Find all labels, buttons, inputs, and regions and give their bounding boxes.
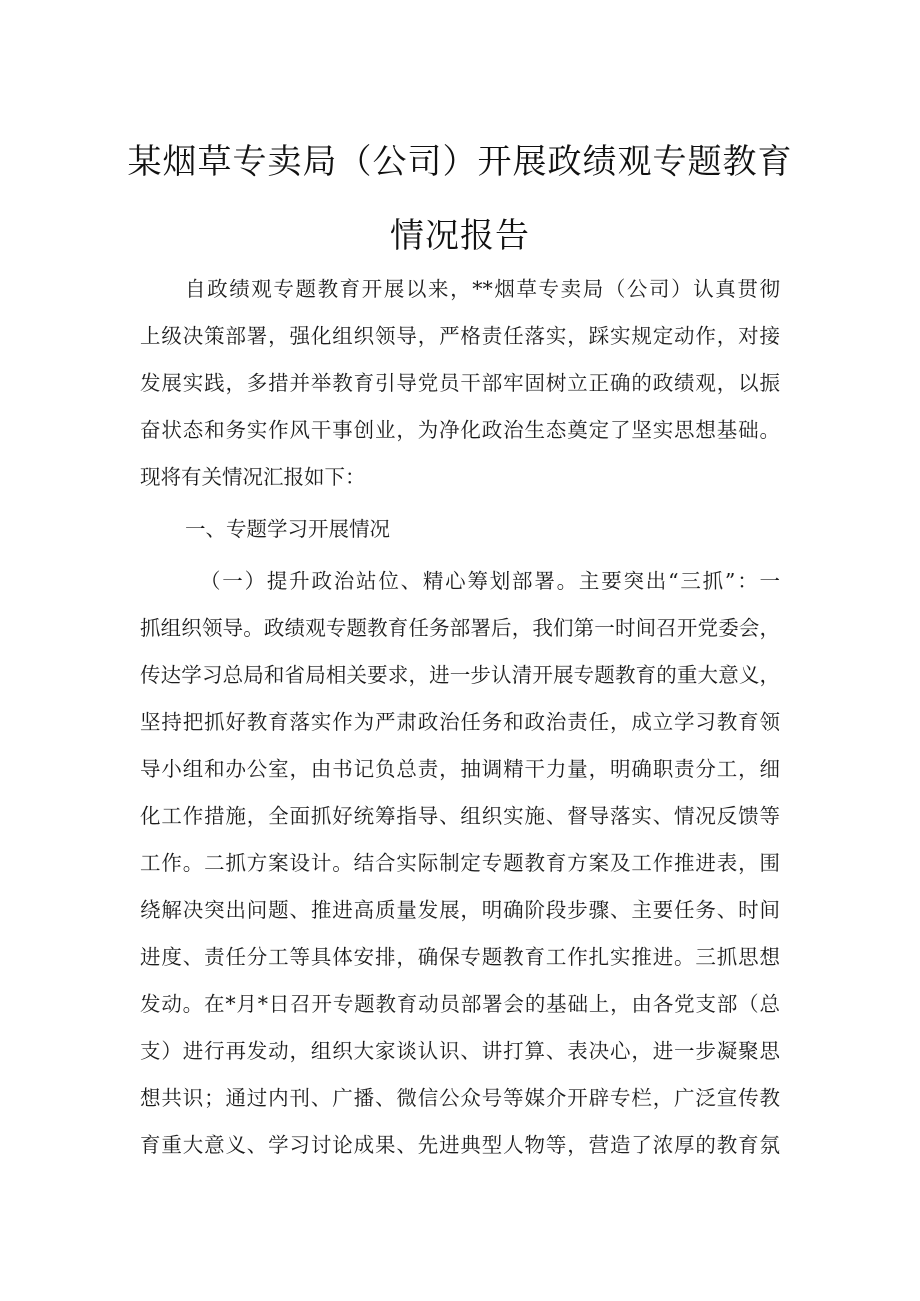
paragraph-2-line: 抓组织领导。政绩观专题教育任务部署后，我们第一时间召开党委会，: [140, 616, 780, 640]
paragraph-2-line: （一）提升政治站位、精心筹划部署。主要突出“三抓”：一: [200, 569, 780, 593]
document-title-line-1: 某烟草专卖局（公司）开展政绩观专题教育: [127, 142, 793, 182]
paragraph-2-line: 发动。在*月*日召开专题教育动员部署会的基础上，由各党支部（总: [140, 992, 780, 1016]
paragraph-2-line: 进度、责任分工等具体安排，确保专题教育工作扎实推进。三抓思想: [140, 945, 780, 969]
paragraph-1-line: 发展实践，多措并举教育引导党员干部牢固树立正确的政绩观，以振: [140, 371, 780, 395]
paragraph-2-line: 工作。二抓方案设计。结合实际制定专题教育方案及工作推进表，围: [140, 851, 780, 875]
paragraph-2-line: 育重大意义、学习讨论成果、先进典型人物等，营造了浓厚的教育氛: [140, 1133, 780, 1157]
paragraph-2-line: 传达学习总局和省局相关要求，进一步认清开展专题教育的重大意义，: [140, 663, 780, 687]
paragraph-2-line: 化工作措施，全面抓好统筹指导、组织实施、督导落实、情况反馈等: [140, 804, 780, 828]
paragraph-2-line: 支）进行再发动，组织大家谈认识、讲打算、表决心，进一步凝聚思: [140, 1039, 780, 1063]
document-title-line-2: 情况报告: [390, 216, 530, 256]
paragraph-1-line: 现将有关情况汇报如下：: [140, 465, 366, 489]
paragraph-2-line: 导小组和办公室，由书记负总责，抽调精干力量，明确职责分工，细: [140, 757, 780, 781]
paragraph-2-line: 绕解决突出问题、推进高质量发展，明确阶段步骤、主要任务、时间: [140, 898, 780, 922]
paragraph-1-line: 奋状态和务实作风干事创业，为净化政治生态奠定了坚实思想基础。: [140, 418, 780, 442]
paragraph-2-line: 坚持把抓好教育落实作为严肃政治任务和政治责任，成立学习教育领: [140, 710, 780, 734]
paragraph-1-line: 自政绩观专题教育开展以来，**烟草专卖局（公司）认真贯彻: [185, 277, 780, 301]
section-heading-1: 一、专题学习开展情况: [185, 517, 390, 541]
paragraph-1-line: 上级决策部署，强化组织领导，严格责任落实，踩实规定动作，对接: [140, 324, 780, 348]
paragraph-2-line: 想共识；通过内刊、广播、微信公众号等媒介开辟专栏，广泛宣传教: [140, 1086, 780, 1110]
